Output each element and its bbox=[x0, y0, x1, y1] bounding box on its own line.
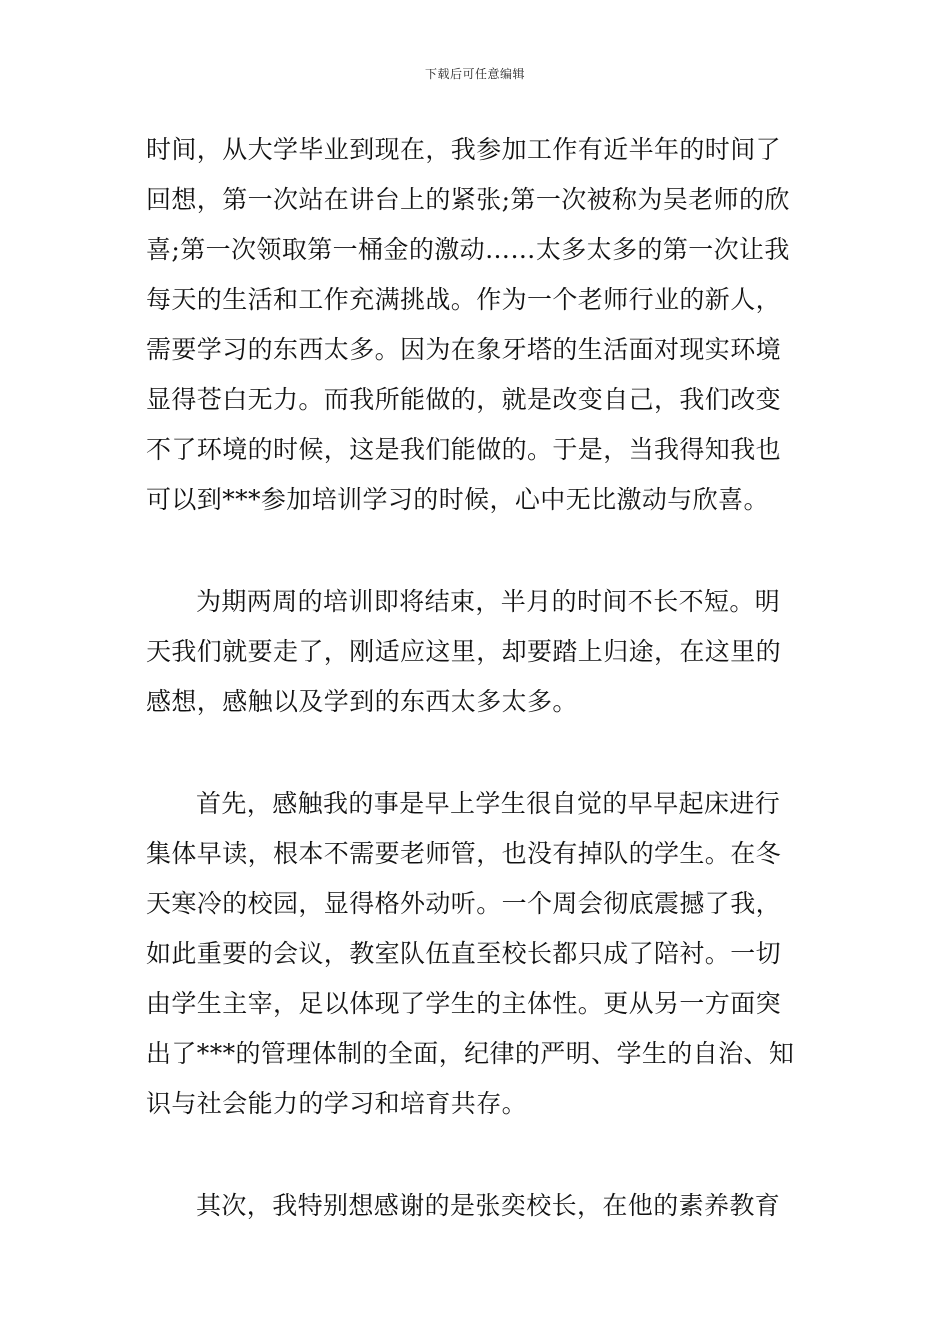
text-line: 回想，第一次站在讲台上的紧张;第一次被称为吴老师的欣 bbox=[146, 185, 790, 214]
text-line: 天寒冷的校园，显得格外动听。一个周会彻底震撼了我， bbox=[146, 889, 782, 918]
text-line: 集体早读，根本不需要老师管，也没有掉队的学生。在冬 bbox=[146, 839, 782, 868]
text-line: 需要学习的东西太多。因为在象牙塔的生活面对现实环境 bbox=[146, 335, 782, 364]
text-line: 不了环境的时候，这是我们能做的。于是，当我得知我也 bbox=[146, 435, 782, 464]
text-line: 时间，从大学毕业到现在，我参加工作有近半年的时间了 bbox=[146, 135, 782, 164]
text-line: 识与社会能力的学习和培育共存。 bbox=[146, 1089, 528, 1118]
paragraph-4 bbox=[146, 1181, 808, 1231]
text-line: 喜;第一次领取第一桶金的激动……太多太多的第一次让我 bbox=[146, 235, 790, 264]
text-line: 感想，感触以及学到的东西太多太多。 bbox=[146, 687, 578, 716]
text-line: 首先，感触我的事是早上学生很自觉的早早起床进行 bbox=[196, 789, 781, 818]
paragraph-spacer bbox=[146, 525, 808, 577]
text-line: 显得苍白无力。而我所能做的，就是改变自己，我们改变 bbox=[146, 385, 782, 414]
document-body bbox=[146, 125, 808, 1231]
text-line: 为期两周的培训即将结束，半月的时间不长不短。明 bbox=[196, 587, 781, 616]
paragraph-spacer bbox=[146, 1129, 808, 1181]
text-line: 由学生主宰，足以体现了学生的主体性。更从另一方面突 bbox=[146, 989, 782, 1018]
text-line: 如此重要的会议，教室队伍直至校长都只成了陪衬。一切 bbox=[146, 939, 782, 968]
paragraph-2 bbox=[146, 577, 808, 727]
page-header: 下载后可任意编辑 bbox=[424, 67, 525, 81]
text-line: 出了***的管理体制的全面，纪律的严明、学生的自治、知 bbox=[146, 1039, 795, 1068]
paragraph-spacer bbox=[146, 727, 808, 779]
text-line: 天我们就要走了，刚适应这里，却要踏上归途，在这里的 bbox=[146, 637, 782, 666]
paragraph-3 bbox=[146, 779, 808, 1129]
text-line: 可以到***参加培训学习的时候，心中无比激动与欣喜。 bbox=[146, 485, 769, 514]
paragraph-1 bbox=[146, 125, 808, 525]
text-line: 每天的生活和工作充满挑战。作为一个老师行业的新人， bbox=[146, 285, 782, 314]
text-line: 其次，我特别想感谢的是张奕校长，在他的素养教育 bbox=[196, 1191, 781, 1220]
